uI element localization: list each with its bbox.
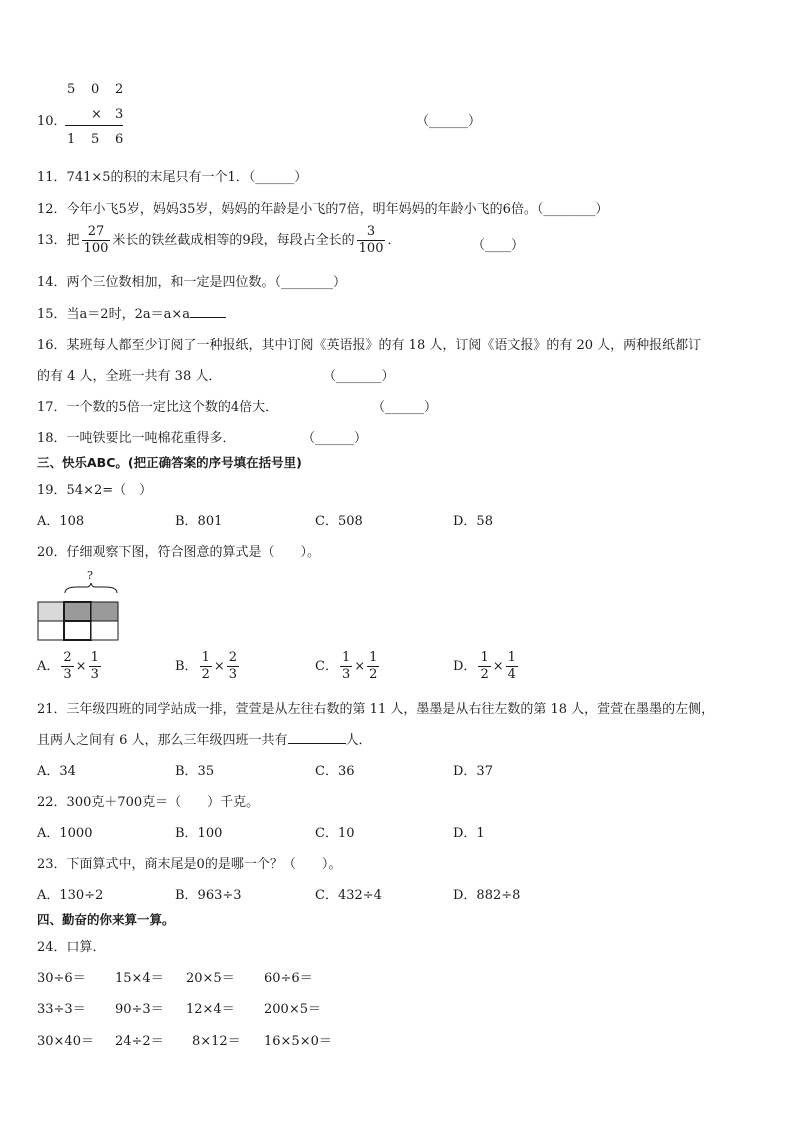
numerator: 1 xyxy=(90,650,99,665)
multiply-sign: × xyxy=(354,659,366,674)
fraction xyxy=(340,650,352,683)
numerator: 27 xyxy=(82,224,111,241)
answer-blank[interactable] xyxy=(288,731,346,744)
fraction xyxy=(227,650,239,683)
denominator: 2 xyxy=(201,667,210,682)
question-21-line1: 21．三年级四班的同学站成一排，萱萱是从左往右数的第 11 人，墨墨是从右往左数的第 18 人，萱萱在墨墨的左侧， xyxy=(37,702,715,717)
grid-cell-shaded xyxy=(91,602,118,621)
question-22: 22．300克＋700克＝（ ）千克。 xyxy=(37,795,260,810)
option-c[interactable] xyxy=(315,650,381,683)
question-21-line2 xyxy=(37,729,372,748)
option-d[interactable]: D．37 xyxy=(453,764,493,779)
option-c[interactable]: C．508 xyxy=(315,514,363,529)
option-b[interactable]: B．801 xyxy=(175,514,223,529)
denominator: 3 xyxy=(341,667,351,682)
answer-blank[interactable] xyxy=(190,305,226,318)
answer-bracket[interactable]: （____） xyxy=(472,238,525,253)
calculation-rule xyxy=(65,125,123,126)
math-item: 16×5×0＝ xyxy=(264,1034,332,1049)
denominator: 2 xyxy=(480,667,489,682)
multiply-sign: × xyxy=(75,659,87,674)
multiplier-digit: 3 xyxy=(115,107,124,122)
option-label: A． xyxy=(37,659,60,674)
option-b[interactable]: B．100 xyxy=(175,826,223,841)
numerator: 1 xyxy=(341,650,351,665)
option-c[interactable]: C．432÷4 xyxy=(315,888,382,903)
question-16-line2: 的有 4 人，全班一共有 38 人． xyxy=(37,369,222,384)
option-b[interactable] xyxy=(175,650,241,683)
grid-cell-shaded xyxy=(64,602,91,621)
fraction xyxy=(357,224,386,257)
math-item: 30÷6＝ xyxy=(37,971,86,986)
question-23: 23．下面算式中，商末尾是0的是哪一个？（ ）。 xyxy=(37,857,342,872)
multiply-sign: × xyxy=(91,107,102,122)
fraction xyxy=(61,650,73,683)
math-item: 30×40＝ xyxy=(37,1034,94,1049)
question-19: 19．54×2=（ ） xyxy=(37,483,153,498)
option-b[interactable]: B．35 xyxy=(175,764,215,779)
question-14: 14．两个三位数相加，和一定是四位数。（________） xyxy=(37,275,347,290)
section-3-heading: 三、快乐ABC。(把正确答案的序号填在括号里) xyxy=(37,455,302,470)
denominator: 3 xyxy=(90,667,99,682)
q13-prefix: 13．把 xyxy=(37,233,80,248)
math-item: 8×12＝ xyxy=(192,1034,241,1049)
grid-cell xyxy=(64,621,91,640)
question-17: 17．一个数的5倍一定比这个数的4倍大． xyxy=(37,400,279,415)
denominator: 3 xyxy=(63,667,72,682)
numerator: 1 xyxy=(201,650,210,665)
option-a[interactable]: A．1000 xyxy=(37,826,93,841)
multiply-sign: × xyxy=(213,659,225,674)
question-12: 12．今年小飞5岁，妈妈35岁，妈妈的年龄是小飞的7倍，明年妈妈的年龄小飞的6倍。（________） xyxy=(37,202,609,217)
fraction xyxy=(367,650,379,683)
numerator: 3 xyxy=(357,224,386,241)
option-a[interactable]: A．130÷2 xyxy=(37,888,104,903)
multiplicand-digit: 0 xyxy=(91,82,100,97)
denominator: 100 xyxy=(83,241,109,256)
fraction xyxy=(82,224,111,257)
grid-cell xyxy=(38,602,64,621)
answer-bracket[interactable]: （_______） xyxy=(323,369,395,384)
question-mark: ? xyxy=(87,569,93,582)
multiply-sign: × xyxy=(492,659,504,674)
q13-suffix: ． xyxy=(387,233,401,248)
math-item: 33÷3＝ xyxy=(37,1002,86,1017)
option-d[interactable]: D．1 xyxy=(453,826,485,841)
option-a[interactable]: A．108 xyxy=(37,514,85,529)
option-d[interactable] xyxy=(453,650,520,683)
denominator: 100 xyxy=(358,241,384,256)
product-digit: 5 xyxy=(91,132,100,147)
option-a[interactable] xyxy=(37,650,103,683)
q15-text: 15．当a＝2时，2a＝a×a xyxy=(37,307,190,322)
product-digit: 6 xyxy=(115,132,124,147)
option-b[interactable]: B．963÷3 xyxy=(175,888,242,903)
math-item: 15×4＝ xyxy=(115,971,164,986)
option-c[interactable]: C．10 xyxy=(315,826,355,841)
question-20: 20．仔细观察下图，符合图意的算式是（ ）。 xyxy=(37,545,321,560)
question-15 xyxy=(37,303,226,322)
brace xyxy=(65,583,117,593)
fraction xyxy=(506,650,518,683)
q21-text-end: 人． xyxy=(345,733,372,748)
q21-text: 且两人之间有 6 人，那么三年级四班一共有 xyxy=(37,733,288,748)
grid-cell xyxy=(38,621,64,640)
option-d[interactable]: D．882÷8 xyxy=(453,888,521,903)
multiplicand-digit: 5 xyxy=(67,82,76,97)
question-16-line1: 16．某班每人都至少订阅了一种报纸，其中订阅《英语报》的有 18 人，订阅《语文报》的有 20 人，两种报纸都订 xyxy=(37,338,702,353)
denominator: 2 xyxy=(369,667,378,682)
option-label: D． xyxy=(453,659,477,674)
math-item: 60÷6＝ xyxy=(264,971,313,986)
option-a[interactable]: A．34 xyxy=(37,764,76,779)
multiplicand-digit: 2 xyxy=(115,82,124,97)
question-11: 11．741×5的积的末尾只有一个1．（______） xyxy=(37,170,308,185)
section-4-heading: 四、勤奋的你来算一算。 xyxy=(37,912,175,927)
answer-bracket[interactable]: （______） xyxy=(416,114,482,129)
fraction xyxy=(89,650,101,683)
numerator: 1 xyxy=(507,650,516,665)
fraction xyxy=(200,650,212,683)
option-d[interactable]: D．58 xyxy=(453,514,493,529)
question-number: 10． xyxy=(37,114,67,129)
math-item: 200×5＝ xyxy=(264,1002,321,1017)
denominator: 3 xyxy=(228,667,238,682)
numerator: 1 xyxy=(480,650,489,665)
math-item: 12×4＝ xyxy=(186,1002,235,1017)
product-digit: 1 xyxy=(67,132,76,147)
option-c[interactable]: C．36 xyxy=(315,764,355,779)
math-item: 90÷3＝ xyxy=(115,1002,164,1017)
fraction xyxy=(478,650,490,683)
option-label: B． xyxy=(175,659,198,674)
numerator: 2 xyxy=(228,650,238,665)
math-item: 20×5＝ xyxy=(186,971,235,986)
denominator: 4 xyxy=(507,667,516,682)
q13-middle: 米长的铁丝截成相等的9段，每段占全长的 xyxy=(112,233,355,248)
option-label: C． xyxy=(315,659,338,674)
fraction-grid-diagram xyxy=(37,566,121,642)
numerator: 1 xyxy=(369,650,378,665)
question-13 xyxy=(37,224,401,257)
answer-bracket[interactable]: （______） xyxy=(372,400,438,415)
grid-cell xyxy=(91,621,118,640)
question-18: 18．一吨铁要比一吨棉花重得多． xyxy=(37,431,236,446)
question-24: 24．口算． xyxy=(37,940,106,955)
numerator: 2 xyxy=(63,650,72,665)
answer-bracket[interactable]: （______） xyxy=(302,431,368,446)
math-item: 24÷2＝ xyxy=(115,1034,164,1049)
